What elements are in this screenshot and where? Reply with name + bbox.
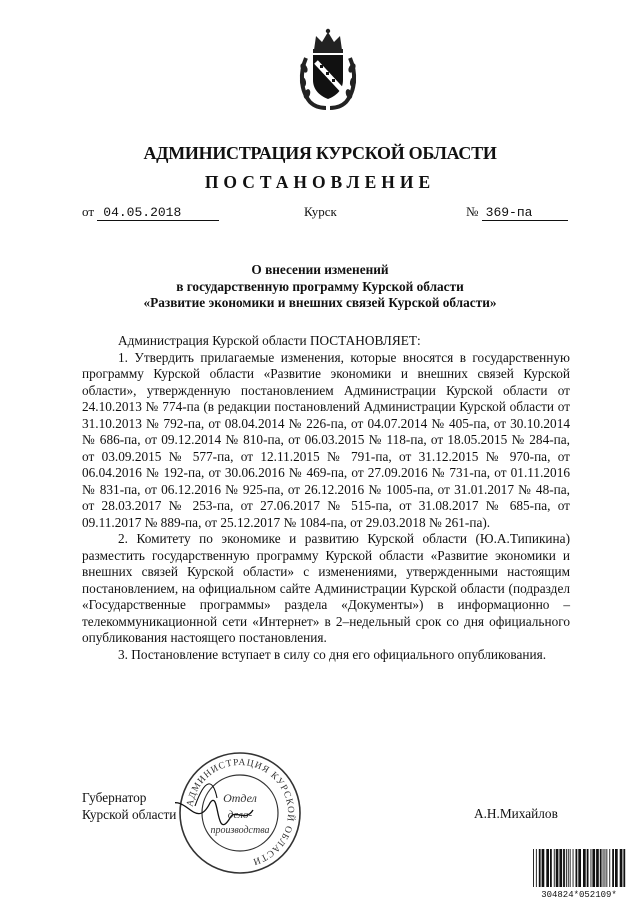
barcode-bar [536,849,537,887]
number-value: 369-па [482,206,568,221]
number-field [466,204,568,221]
barcode-bar [550,849,552,887]
barcode-bar [573,849,574,887]
barcode-bar [578,849,581,887]
date-field [82,204,219,221]
subject-line-3: «Развитие экономики и внешних связей Курской области» [143,295,497,310]
barcode-bar [609,849,610,887]
barcode-bar [600,849,602,887]
signatory-title [82,790,176,823]
date-value: 04.05.2018 [97,206,219,221]
barcode-bar [623,849,625,887]
signatory-title-line-2: Курской области [82,806,177,822]
barcode-bar [591,849,592,887]
barcode-bar [583,849,586,887]
document-subject [0,262,640,312]
barcode-bar [568,849,569,887]
barcode-bar [605,849,606,887]
barcode-bar [612,849,614,887]
subject-line-2: в государственную программу Курской области [176,278,464,294]
date-prefix: от [82,204,95,219]
barcode-bar [570,849,571,887]
barcode-bar [596,849,599,887]
stamp-ring-text: АДМИНИСТРАЦИЯ КУРСКОЙ ОБЛАСТИ [185,757,296,867]
stamp-line-1: Отдел [223,791,257,805]
barcode-bar [615,849,618,887]
organization-title: АДМИНИСТРАЦИЯ КУРСКОЙ ОБЛАСТИ [143,143,497,163]
barcode-bar [554,849,555,887]
barcode-bar [592,849,595,887]
subject-line-1: О внесении изменений [251,262,389,277]
barcode-bar [533,849,534,887]
stamp-line-2: дело- [227,809,253,821]
barcode-bar [559,849,562,887]
barcode-bar [539,849,541,887]
signatory-title-line-1: Губернатор [82,790,147,805]
city-field: Курск [304,204,337,219]
stamp-line-3: производства [210,825,270,836]
barcode-bar [542,849,545,887]
barcode [531,849,627,899]
barcode-bar [556,849,559,887]
document-body [82,333,570,663]
barcode-bar [563,849,565,887]
barcode-bar [620,849,623,887]
barcode-bar [587,849,589,887]
body-item-3: 3. Постановление вступает в силу со дня его официального опубликования. [118,646,547,662]
barcode-bar [546,849,549,887]
body-item-1: 1. Утвердить прилагаемые изменения, которые вносятся в государственную программу Курской области «Развитие экономики и внешних связей Курской области», утвержденную постановлением Администрации Курской области от 24.10.2013 № 774-па (в редакции постановлений Администрации Курской области от 31.10.2013 № 792-па, от 08.04.2014 № 226-па, от 04.07.2014 № 405-па, от 30.10.2014 № 686-па, от 09.12.2014 № 810-па, от 06.03.2015 № 118-па, от 18.05.2015 № 284-па, от 03.09.2015 № 577-па, от 12.11.2015 № 791-па, от 31.12.2015 № 970-па, от 06.04.2016 № 192-па, от 30.06.2016 № 469-па, от 27.09.2016 № 731-па, от 01.11.2016 № 831-па, от 06.12.2016 № 925-па, от 26.12.2016 № 1005-па, от 31.01.2017 № 48-па, от 28.03.2017 № 253-па, от 27.06.2017 № 515-па, от 31.08.2017 № 685-па, от 09.11.2017 № 889-па, от 25.12.2017 № 1084-па, от 29.03.2018 № 261-па). [82,349,570,530]
barcode-bars [533,849,625,887]
barcode-digits: 304824*052109* [541,890,617,899]
barcode-bar [566,849,567,887]
document-type-title: ПОСТАНОВЛЕНИЕ [204,172,436,192]
body-preamble: Администрация Курской области ПОСТАНОВЛЯЕТ: [118,333,421,348]
barcode-bar [576,849,578,887]
coat-of-arms-emblem [296,28,360,110]
body-item-2: 2. Комитету по экономике и развитию Курской области (Ю.А.Типикина) разместить государственную программу Курской области «Развитие экономики и внешних связей Курской области» с изменениями, утвержденными настоящим постановлением, на официальном сайте Администрации Курской области (подраздел «Государственные программы» раздела «Документы») в информационно – телекоммуникационной сети «Интернет» в 2–недельный срок со дня официального опубликования настоящего постановления. [82,531,570,645]
barcode-bar [606,849,607,887]
number-prefix: № [466,204,479,219]
office-stamp [175,748,305,878]
barcode-bar [603,849,604,887]
signatory-name: А.Н.Михайлов [474,806,558,821]
